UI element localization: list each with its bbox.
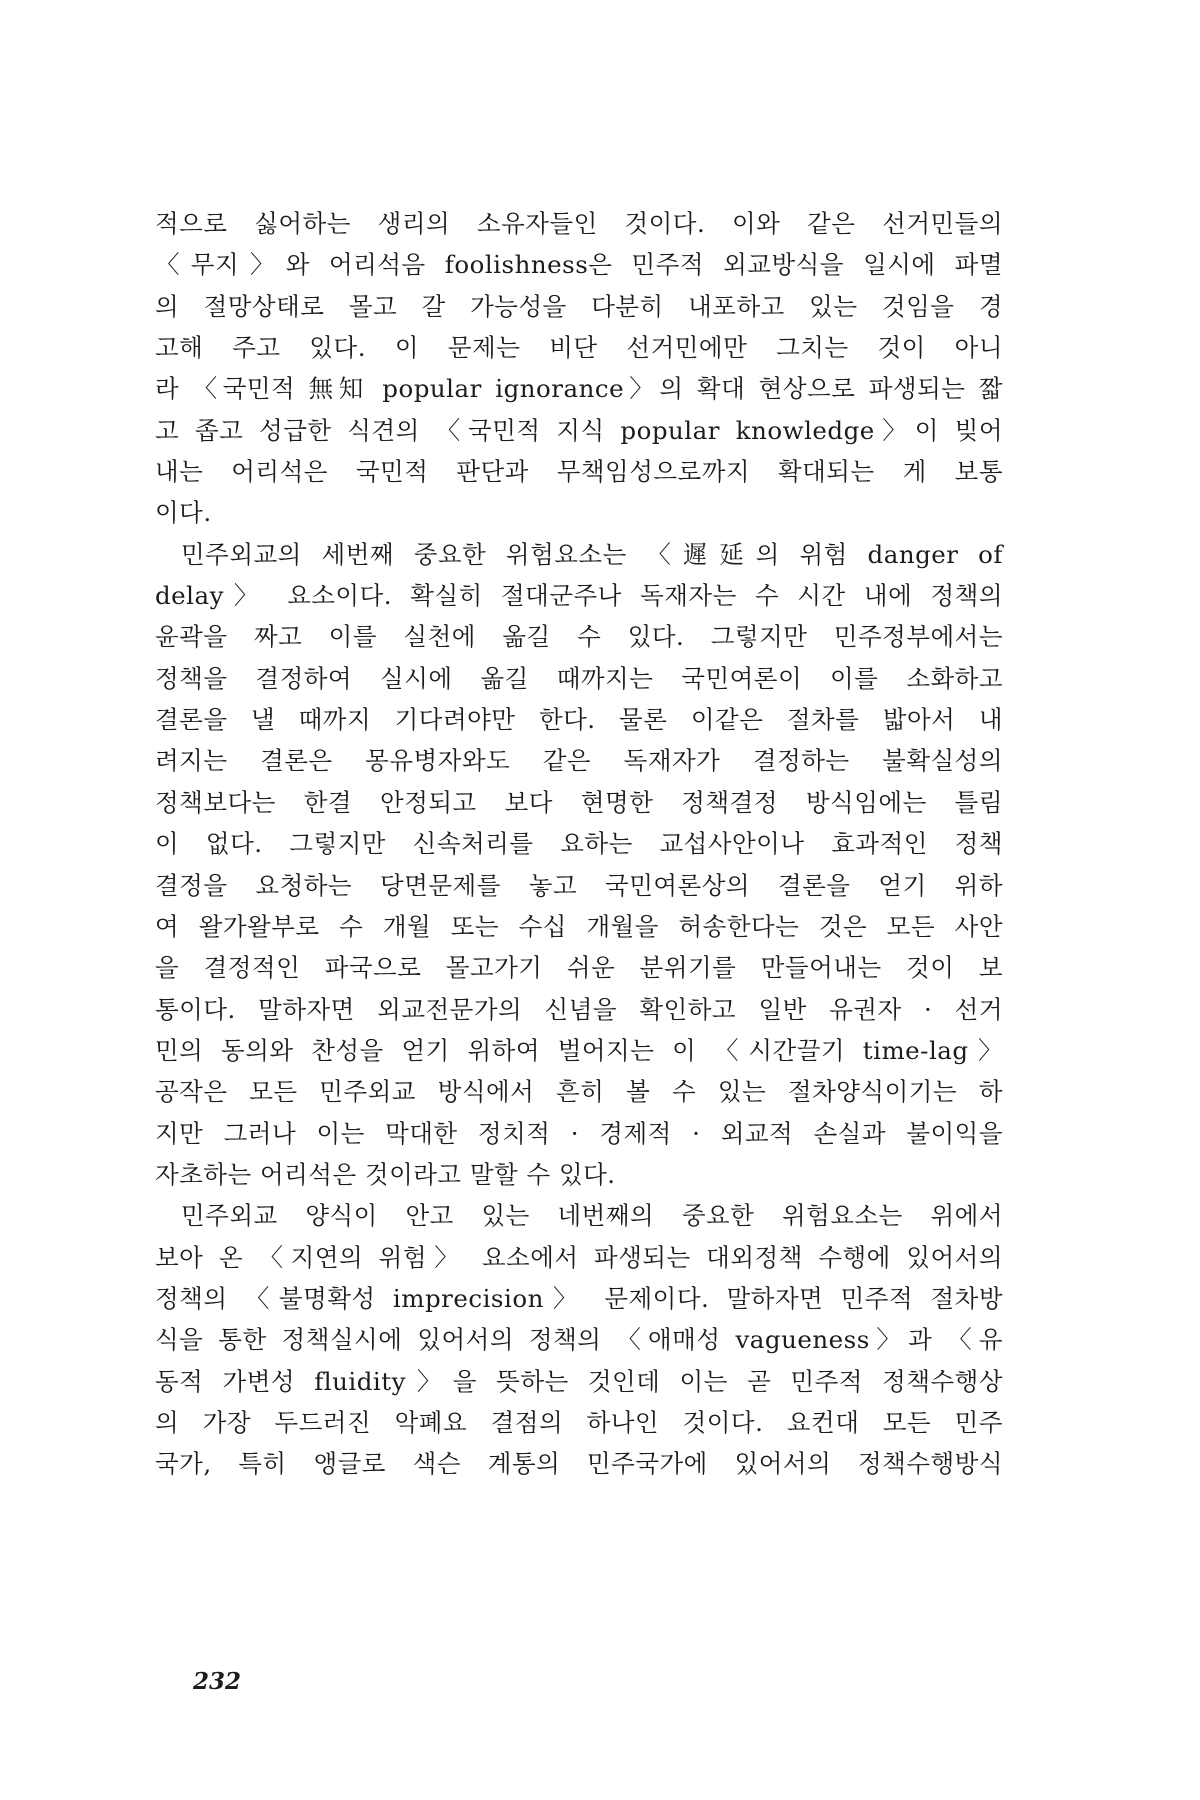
text-line: 내는 어리석은 국민적 판단과 무책임성으로까지 확대되는 게 보통: [155, 457, 1003, 487]
text-line: 이다.: [155, 498, 212, 528]
text-line: 정책을 결정하여 실시에 옮길 때까지는 국민여론이 이를 소화하고: [155, 663, 1003, 693]
text-line: 자초하는 어리석은 것이라고 말할 수 있다.: [155, 1159, 616, 1189]
text-line: 정책보다는 한결 안정되고 보다 현명한 정책결정 방식임에는 틀림: [155, 787, 1003, 817]
text-line: 정책의 〈불명확성 imprecision〉 문제이다. 말하자면 민주적 절차방: [155, 1283, 1003, 1313]
paragraph-start-line: 민주외교의 세번째 중요한 위험요소는 〈遲延의 위험 danger of: [181, 539, 1003, 569]
text-line: 이 없다. 그렇지만 신속처리를 요하는 교섭사안이나 효과적인 정책: [155, 829, 1003, 859]
text-line: 적으로 싫어하는 생리의 소유자들인 것이다. 이와 같은 선거민들의: [155, 209, 1003, 238]
text-line: 결론을 낼 때까지 기다려야만 한다. 물론 이같은 절차를 밟아서 내: [155, 705, 1003, 735]
text-line: 국가, 특히 앵글로 색슨 계통의 민주국가에 있어서의 정책수행방식: [155, 1449, 1003, 1479]
text-line: 결정을 요청하는 당면문제를 놓고 국민여론상의 결론을 얻기 위하: [155, 870, 1003, 900]
body-text: [155, 203, 1003, 1485]
paragraph-start-line: 민주외교 양식이 안고 있는 네번째의 중요한 위험요소는 위에서: [181, 1201, 1003, 1231]
text-line: 동적 가변성 fluidity〉을 뜻하는 것인데 이는 곧 민주적 정책수행상: [155, 1366, 1003, 1396]
text-line: 〈무지〉와 어리석음 foolishness은 민주적 외교방식을 일시에 파멸: [155, 250, 1003, 280]
page-number: 232: [193, 1668, 242, 1695]
text-line: 통이다. 말하자면 외교전문가의 신념을 확인하고 일반 유권자 · 선거: [155, 994, 1003, 1024]
text-line: 여 왈가왈부로 수 개월 또는 수십 개월을 허송한다는 것은 모든 사안: [155, 911, 1003, 941]
text-line: 보아 온 〈지연의 위험〉 요소에서 파생되는 대외정책 수행에 있어서의: [155, 1242, 1003, 1272]
text-line: 려지는 결론은 몽유병자와도 같은 독재자가 결정하는 불확실성의: [155, 746, 1003, 776]
text-line: 의 절망상태로 몰고 갈 가능성을 다분히 내포하고 있는 것임을 경: [155, 291, 1003, 321]
text-line: delay〉 요소이다. 확실히 절대군주나 독재자는 수 시간 내에 정책의: [155, 581, 1003, 611]
text-line: 라 〈국민적 無知 popular ignorance〉의 확대 현상으로 파생되는 짧: [155, 374, 1003, 404]
text-line: 윤곽을 짜고 이를 실천에 옮길 수 있다. 그렇지만 민주정부에서는: [155, 622, 1003, 652]
text-line: 고 좁고 성급한 식견의 〈국민적 지식 popular knowledge〉이 빚어: [155, 415, 1003, 445]
text-line: 고해 주고 있다. 이 문제는 비단 선거민에만 그치는 것이 아니: [155, 333, 1003, 363]
text-line: 공작은 모든 민주외교 방식에서 흔히 볼 수 있는 절차양식이기는 하: [155, 1077, 1003, 1107]
text-line: 식을 통한 정책실시에 있어서의 정책의 〈애매성 vagueness〉과 〈유: [155, 1325, 1003, 1355]
text-line: 을 결정적인 파국으로 몰고가기 쉬운 분위기를 만들어내는 것이 보: [155, 953, 1003, 983]
text-line: 지만 그러나 이는 막대한 정치적 · 경제적 · 외교적 손실과 불이익을: [155, 1118, 1003, 1148]
text-line: 민의 동의와 찬성을 얻기 위하여 벌어지는 이 〈시간끌기 time-lag〉: [155, 1035, 1003, 1065]
text-line: 의 가장 두드러진 악폐요 결점의 하나인 것이다. 요컨대 모든 민주: [155, 1407, 1003, 1437]
